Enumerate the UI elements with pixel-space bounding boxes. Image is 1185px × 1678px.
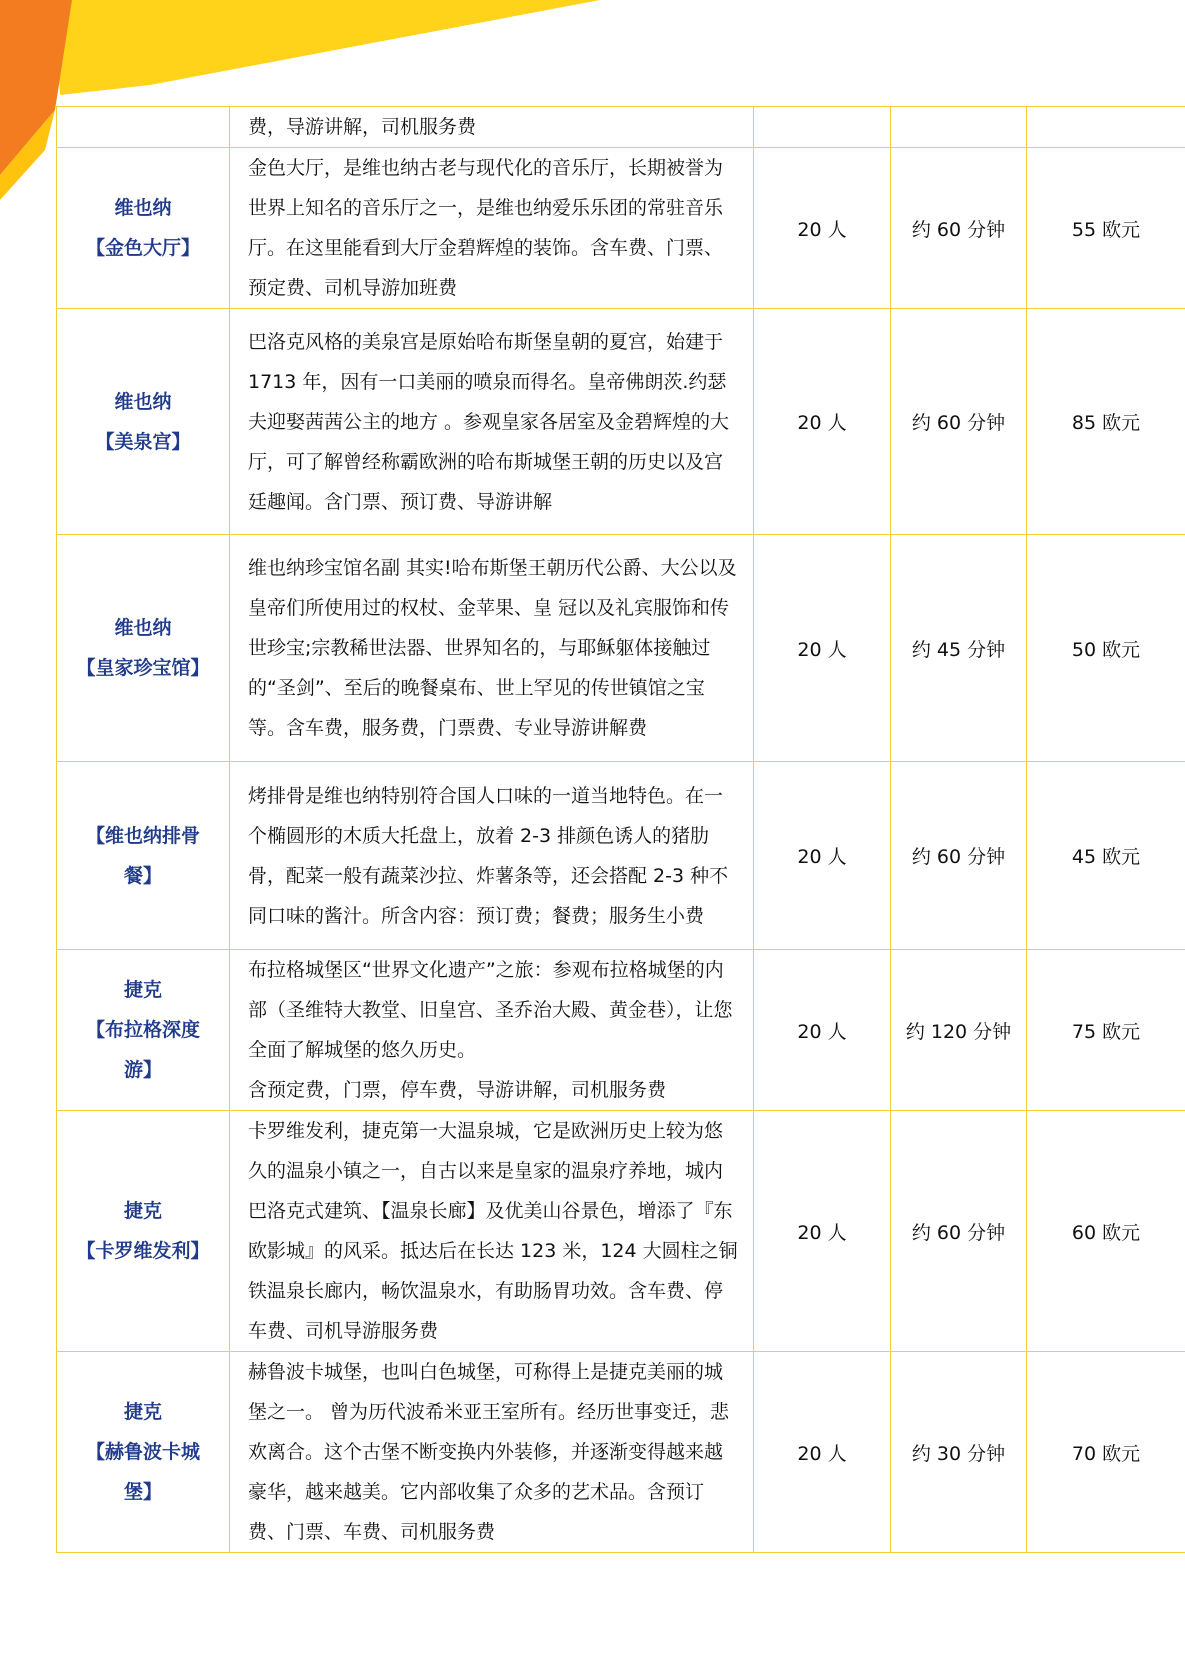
people-cell [754, 107, 891, 148]
activity-desc: 费，导游讲解，司机服务费 [248, 116, 477, 138]
activity-desc: 金色大厅，是维也纳古老与现代化的音乐厅，长期被誉为世界上知名的音乐厅之一，是维也纳爱乐乐团的常驻音乐厅。在这里能看到大厅金碧辉煌的装饰。含车费、门票、预定费、司机导游加班费 [248, 157, 724, 299]
activity-name-line: 维也纳 [114, 197, 172, 219]
activity-name-cell [57, 950, 230, 1111]
activity-desc-extra: 含预定费，门票，停车费，导游讲解，司机服务费 [248, 1079, 667, 1101]
activity-desc-cell [230, 107, 754, 148]
table-row [57, 309, 1185, 535]
table-row [57, 535, 1185, 762]
activity-name-line: 捷克 [123, 1401, 162, 1423]
price-cell: 50 欧元 [1027, 535, 1185, 762]
activity-name-line: 捷克 [123, 979, 162, 1001]
duration-cell: 约 60 分钟 [891, 148, 1027, 309]
activity-name-line: 游】 [123, 1059, 162, 1081]
people-cell: 20 人 [754, 148, 891, 309]
price-cell: 70 欧元 [1027, 1352, 1185, 1553]
activity-desc-cell [230, 1111, 754, 1352]
activity-desc: 卡罗维发利，捷克第一大温泉城，它是欧洲历史上较为悠久的温泉小镇之一，自古以来是皇家的温泉疗养地，城内巴洛克式建筑、【温泉长廊】及优美山谷景色，增添了『东欧影城』的风采。抵达后在长达 123 米，124 大圆柱之铜铁温泉长廊内，畅饮温泉水，有助肠胃功效。含车费、停车费、司机导游服务费 [248, 1120, 738, 1342]
yellow-stripe [55, 0, 600, 95]
duration-cell: 约 60 分钟 [891, 1111, 1027, 1352]
activity-name-cell [57, 1352, 230, 1553]
table-row [57, 1352, 1185, 1553]
activity-name-line: 维也纳 [114, 390, 172, 413]
price-cell: 55 欧元 [1027, 148, 1185, 309]
price-cell [1027, 107, 1185, 148]
activity-name-line: 餐】 [123, 864, 162, 887]
duration-cell: 约 60 分钟 [891, 309, 1027, 535]
table-row [57, 107, 1185, 148]
activity-desc: 维也纳珍宝馆名副 其实!哈布斯堡王朝历代公爵、大公以及皇帝们所使用过的权杖、金苹果、皇 冠以及礼宾服饰和传世珍宝;宗教稀世法器、世界知名的，与耶稣躯体接触过 的“圣剑”、至后的晚餐桌布、世上罕见的传世镇馆之宝等。含车费，服务费，门票费、专业导游讲解费 [248, 557, 737, 739]
activity-table [56, 106, 1185, 1553]
activity-name-line: 【美泉宫】 [95, 430, 191, 453]
activity-table-body [57, 107, 1185, 1553]
duration-cell [891, 107, 1027, 148]
activity-desc-cell [230, 309, 754, 535]
activity-name-line: 捷克 [123, 1200, 162, 1222]
table-row [57, 950, 1185, 1111]
price-cell: 75 欧元 [1027, 950, 1185, 1111]
activity-name-line: 【维也纳排骨 [85, 824, 200, 847]
activity-desc-cell [230, 148, 754, 309]
activity-desc-cell [230, 1352, 754, 1553]
table-row [57, 762, 1185, 950]
activity-desc-cell [230, 762, 754, 950]
duration-cell: 约 45 分钟 [891, 535, 1027, 762]
people-cell: 20 人 [754, 950, 891, 1111]
activity-name-cell [57, 1111, 230, 1352]
price-cell: 85 欧元 [1027, 309, 1185, 535]
people-cell: 20 人 [754, 762, 891, 950]
duration-cell: 约 30 分钟 [891, 1352, 1027, 1553]
activity-desc-cell [230, 535, 754, 762]
activity-desc: 赫鲁波卡城堡，也叫白色城堡，可称得上是捷克美丽的城堡之一。 曾为历代波希米亚王室所有。经历世事变迁，悲欢离合。这个古堡不断变换内外装修，并逐渐变得越来越豪华，越来越美。它内部收集了众多的艺术品。含预订费、门票、车费、司机服务费 [248, 1361, 730, 1543]
activity-name-cell [57, 762, 230, 950]
activity-name-line: 维也纳 [114, 617, 172, 639]
price-cell: 60 欧元 [1027, 1111, 1185, 1352]
activity-name-line: 【皇家珍宝馆】 [76, 657, 210, 679]
activity-name-line: 【赫鲁波卡城 [85, 1441, 200, 1463]
price-cell: 45 欧元 [1027, 762, 1185, 950]
activity-name-cell [57, 148, 230, 309]
activity-desc: 烤排骨是维也纳特别符合国人口味的一道当地特色。在一个椭圆形的木质大托盘上，放着 2-3 排颜色诱人的猪肋骨，配菜一般有蔬菜沙拉、炸薯条等，还会搭配 2-3 种不同口味的酱汁。所含内容：预订费；餐费；服务生小费 [248, 784, 729, 927]
activity-name-line: 【卡罗维发利】 [76, 1240, 210, 1262]
yellow-edge [0, 110, 55, 200]
duration-cell: 约 120 分钟 [891, 950, 1027, 1111]
table-row [57, 1111, 1185, 1352]
people-cell: 20 人 [754, 309, 891, 535]
table-row [57, 148, 1185, 309]
activity-name-line: 堡】 [123, 1481, 162, 1503]
activity-name-cell [57, 309, 230, 535]
activity-desc-cell [230, 950, 754, 1111]
activity-name-cell [57, 107, 230, 148]
people-cell: 20 人 [754, 1111, 891, 1352]
activity-desc: 布拉格城堡区“世界文化遗产”之旅：参观布拉格城堡的内部（圣维特大教堂、旧皇宫、圣乔治大殿、黄金巷），让您全面了解城堡的悠久历史。 [248, 959, 733, 1061]
activity-desc: 巴洛克风格的美泉宫是原始哈布斯堡皇朝的夏宫，始建于 1713 年，因有一口美丽的喷泉而得名。皇帝佛朗茨.约瑟夫迎娶茜茜公主的地方 。参观皇家各居室及金碧辉煌的大厅，可了解曾经称霸欧洲的哈布斯城堡王朝的历史以及宫廷趣闻。含门票、预订费、导游讲解 [248, 330, 730, 513]
duration-cell: 约 60 分钟 [891, 762, 1027, 950]
activity-name-line: 【布拉格深度 [85, 1019, 200, 1041]
activity-name-cell [57, 535, 230, 762]
people-cell: 20 人 [754, 1352, 891, 1553]
activity-name-line: 【金色大厅】 [85, 237, 200, 259]
people-cell: 20 人 [754, 535, 891, 762]
